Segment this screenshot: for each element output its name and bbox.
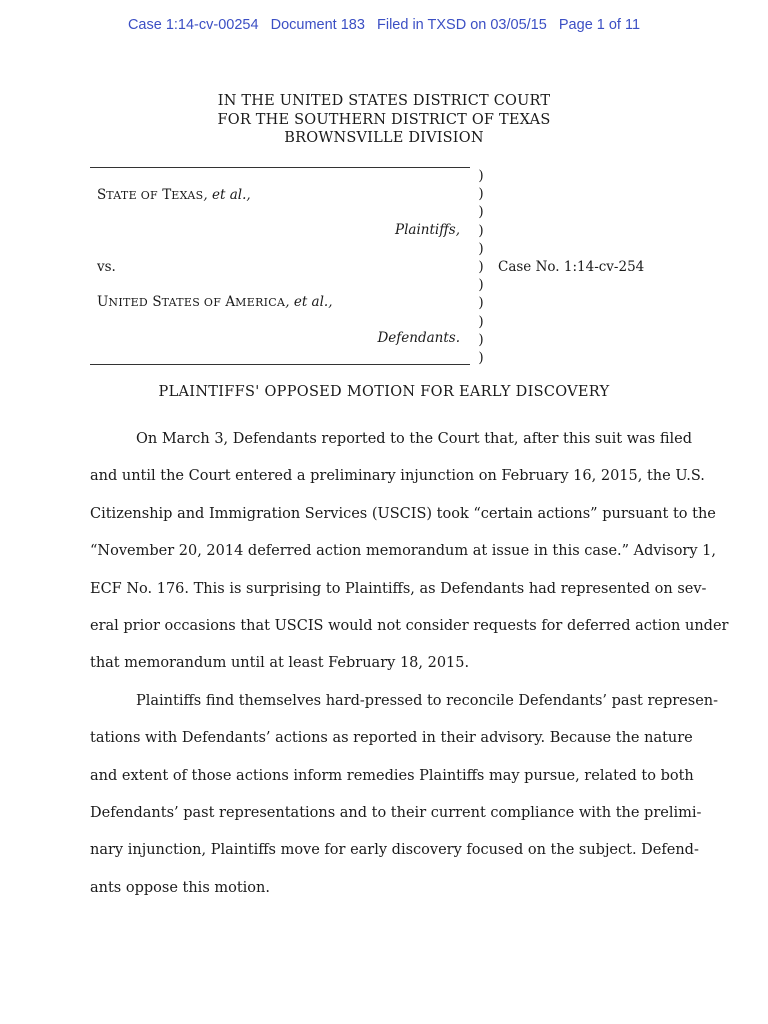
caption-parenthesis: ) xyxy=(478,168,484,184)
caption-parenthesis: ) xyxy=(478,186,484,203)
caption-parenthesis: ) xyxy=(478,222,484,239)
paragraph-line: “November 20, 2014 deferred action memorandum at issue in this case.” Advisory 1, xyxy=(90,543,716,560)
body-paragraph xyxy=(90,421,729,683)
court-heading-line-3: BROWNSVILLE DIVISION xyxy=(284,130,484,146)
defendant-name: UNITED STATES OF AMERICA, et al., xyxy=(97,294,333,310)
paragraph-line: ECF No. 176. This is surprising to Plaintiffs, as Defendants had represented on sev- xyxy=(90,580,707,597)
paragraph-line: tations with Defendants’ actions as reported in their advisory. Because the nature xyxy=(90,730,693,747)
caption-parenthesis: ) xyxy=(478,240,484,257)
defendants-role: Defendants. xyxy=(377,330,460,346)
court-heading-line-2: FOR THE SOUTHERN DISTRICT OF TEXAS xyxy=(217,111,551,128)
caption-parenthesis: ) xyxy=(478,204,484,221)
paragraph-line: Defendants’ past representations and to their current compliance with the prelimi- xyxy=(90,804,702,821)
paragraph-line: ants oppose this motion. xyxy=(90,879,270,896)
paragraph-line: and extent of those actions inform remedies Plaintiffs may pursue, related to both xyxy=(90,767,694,784)
paragraph-line: eral prior occasions that USCIS would not consider requests for deferred action under xyxy=(90,617,729,634)
paragraph-line: Citizenship and Immigration Services (USCIS) took “certain actions” pursuant to the xyxy=(90,505,716,522)
body-paragraph xyxy=(90,683,719,907)
motion-body xyxy=(90,421,729,907)
case-number: Case No. 1:14-cv-254 xyxy=(498,259,645,275)
paragraph-line: Plaintiffs find themselves hard-pressed to reconcile Defendants’ past represen- xyxy=(136,692,719,709)
plaintiffs-role: Plaintiffs, xyxy=(395,222,460,238)
caption-parenthesis-column xyxy=(475,167,487,367)
caption-bottom-rule xyxy=(90,364,470,365)
paragraph-line: and until the Court entered a preliminary injunction on February 16, 2015, the U.S. xyxy=(90,468,705,485)
caption-parenthesis: ) xyxy=(478,258,484,275)
versus-label: vs. xyxy=(97,259,116,275)
motion-title: PLAINTIFFS' OPPOSED MOTION FOR EARLY DISCOVERY xyxy=(158,384,610,400)
caption-parenthesis: ) xyxy=(478,349,484,366)
caption-top-rule xyxy=(90,167,470,168)
plaintiff-name: STATE OF TEXAS, et al., xyxy=(97,187,251,203)
paragraph-line: that memorandum until at least February 18, 2015. xyxy=(90,655,470,672)
paragraph-line: On March 3, Defendants reported to the Court that, after this suit was filed xyxy=(136,431,693,447)
paragraph-line: nary injunction, Plaintiffs move for early discovery focused on the subject. Defend- xyxy=(90,842,699,859)
caption-parenthesis: ) xyxy=(478,331,484,348)
caption-parenthesis: ) xyxy=(478,277,484,294)
caption-parenthesis: ) xyxy=(478,295,484,312)
caption-parenthesis: ) xyxy=(478,313,484,330)
ecf-header-stamp: Case 1:14-cv-00254 Document 183 Filed in TXSD on 03/05/15 Page 1 of 11 xyxy=(127,17,641,33)
court-heading xyxy=(0,92,768,148)
court-heading-line-1: IN THE UNITED STATES DISTRICT COURT xyxy=(217,93,551,109)
